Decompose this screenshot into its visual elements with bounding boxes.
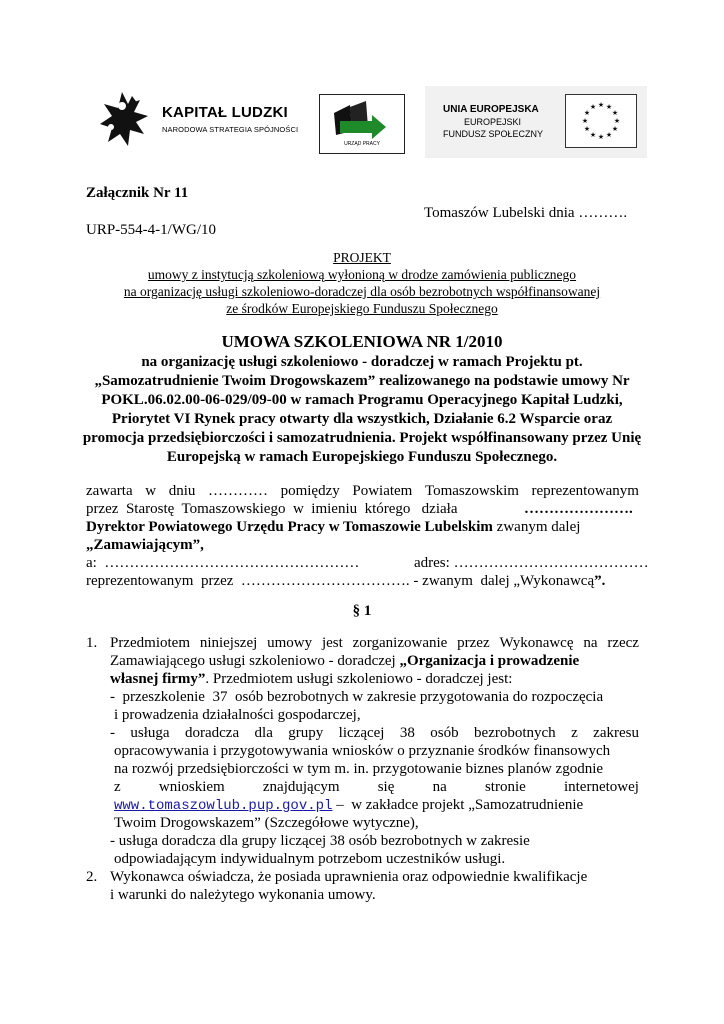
training-name: „Organizacja i prowadzenie — [399, 653, 580, 669]
contract-desc-line: POKL.06.02.00-06-029/09-00 w ramach Programu Operacyjnego Kapitał Ludzki, — [101, 392, 623, 408]
parties-text: przez Starostę Tomaszowskiego w imieniu którego działa — [86, 501, 458, 517]
word: dla — [254, 725, 273, 741]
place-and-date: Tomaszów Lubelski dnia ………. — [424, 205, 628, 221]
word: Wykonawcę — [499, 635, 574, 651]
director-name-blank: …………………. — [524, 501, 633, 517]
word: niniejszej — [199, 635, 258, 651]
parties-line-2 — [86, 500, 458, 518]
item-text: . Przedmiotem usługi szkoleniowo - doradczej jest: — [205, 671, 513, 687]
word: Powiatem — [352, 483, 413, 499]
svg-text:★: ★ — [611, 125, 619, 133]
project-line-3: ze środków Europejskiego Funduszu Społecznego — [226, 301, 498, 316]
contract-desc-line: na organizację usługi szkoleniowo - doradczej w ramach Projektu pt. — [141, 354, 583, 370]
section-number: § 1 — [352, 603, 372, 619]
urzad-pracy-arrow-icon — [320, 97, 404, 145]
kapital-ludzki-title: KAPITAŁ LUDZKI — [162, 104, 288, 121]
item-1-line-2 — [110, 652, 579, 670]
word: w — [145, 483, 157, 499]
svg-text:★: ★ — [611, 109, 619, 117]
contractor-name-blank: a: …………………………………………… — [86, 555, 360, 571]
word: zawarta — [86, 483, 133, 499]
word: na — [583, 635, 598, 651]
reference-number: URP-554-4-1/WG/10 — [86, 222, 216, 238]
contract-title: UMOWA SZKOLENIOWA NR 1/2010 — [221, 332, 503, 351]
kapital-ludzki-logo — [98, 90, 328, 160]
contract-desc-line: Priorytet VI Rynek pracy otwarty dla wszystkich, Działanie 6.2 Wsparcie oraz — [111, 411, 613, 427]
word: wnioskiem — [158, 779, 225, 795]
word: Tomaszowskim — [424, 483, 519, 499]
ue-line-1: UNIA EUROPEJSKA — [443, 104, 539, 115]
svg-text:★: ★ — [597, 101, 605, 109]
project-label: PROJEKT — [333, 250, 391, 265]
kapital-ludzki-subtitle: NARODOWA STRATEGIA SPÓJNOŚCI — [162, 125, 299, 134]
word: zakresu — [593, 725, 639, 741]
bullet-2-line-1 — [110, 724, 639, 742]
word: zorganizowanie — [352, 635, 448, 651]
word: doradcza — [184, 725, 240, 741]
word: dniu — [168, 483, 196, 499]
word: jest — [321, 635, 343, 651]
svg-text:★: ★ — [583, 125, 591, 133]
word: z — [571, 725, 578, 741]
ue-line-3: FUNDUSZ SPOŁECZNY — [443, 129, 544, 139]
item-2-line-1: Wykonawca oświadcza, że posiada uprawnienia oraz odpowiednie kwalifikacje — [110, 869, 588, 885]
parties-text: zwanym dalej — [492, 519, 581, 535]
bullet-2-line-3: na rozwój przedsiębiorczości w tym m. in. przygotowanie biznes planów zgodnie — [114, 761, 604, 777]
word: się — [377, 779, 395, 795]
ue-line-2: EUROPEJSKI — [464, 117, 522, 127]
word: 38 — [399, 725, 415, 741]
bullet-2-line-6: Twoim Drogowskazem” (Szczegółowe wytyczne), — [114, 815, 419, 831]
unia-europejska-logo — [425, 86, 647, 158]
item-2-number: 2. — [86, 869, 98, 885]
parties-line-3 — [86, 518, 580, 536]
word: - — [110, 725, 115, 741]
word: na — [432, 779, 447, 795]
parties-text: reprezentowanym przez ……………………………. - zwanym dalej „Wykonawcą — [86, 573, 595, 589]
bullet-3-line-2: odpowiadającym indywidualnym potrzebom uczestników usługi. — [114, 851, 506, 867]
logo-header — [0, 0, 724, 170]
bullet-2-line-5 — [114, 796, 583, 815]
svg-text:★: ★ — [589, 103, 597, 111]
svg-text:★: ★ — [581, 117, 589, 125]
word: umowy — [267, 635, 313, 651]
bullet-1-line-2: i prowadzenia działalności gospodarczej, — [114, 707, 361, 723]
word: internetowej — [563, 779, 639, 795]
svg-text:★: ★ — [583, 109, 591, 117]
word: z — [114, 779, 121, 795]
bullet-2-line-2: opracowywania i przygotowywania wniosków o przyznanie środków finansowych — [114, 743, 611, 759]
svg-text:★: ★ — [613, 117, 621, 125]
contract-desc-line: „Samozatrudnienie Twoim Drogowskazem” realizowanego na podstawie umowy Nr — [94, 373, 630, 389]
contract-desc-line: promocja przedsiębiorczości i samozatrudnienia. Projekt współfinansowany przez Unię — [82, 430, 642, 446]
contractor-address-blank: adres: ………………………………… — [414, 555, 649, 571]
project-line-1: umowy z instytucją szkoleniową wyłonioną w drodze zamówienia publicznego — [147, 267, 577, 282]
urzad-pracy-text: URZĄD PRACY — [344, 141, 380, 147]
word: znajdującym — [262, 779, 340, 795]
annex-number: Załącznik Nr 11 — [86, 185, 189, 201]
item-text: – w zakładce projekt „Samozatrudnienie — [332, 797, 584, 813]
svg-text:★: ★ — [589, 131, 597, 139]
word: liczącej — [338, 725, 385, 741]
word: przez — [457, 635, 490, 651]
bullet-3-line-1: - usługa doradcza dla grupy liczącej 38 osób bezrobotnych w zakresie — [110, 833, 530, 849]
word: rzecz — [607, 635, 639, 651]
project-line-2: na organizację usługi szkoleniowo-doradczej dla osób bezrobotnych współfinansowanej — [123, 284, 601, 299]
zamawiajacy-label: „Zamawiającym”, — [86, 537, 204, 553]
bullet-1-line-1: - przeszkolenie 37 osób bezrobotnych w zakresie przygotowania do rozpoczęcia — [110, 689, 604, 705]
contract-desc-line: Europejską w ramach Europejskiego Funduszu Społecznego. — [166, 449, 558, 465]
word: ………… — [207, 483, 268, 499]
word: osób — [430, 725, 459, 741]
word: Przedmiotem — [110, 635, 190, 651]
word: reprezentowanym — [531, 483, 639, 499]
item-1-line-3 — [110, 670, 512, 688]
pup-website-link[interactable]: www.tomaszowlub.pup.gov.pl — [114, 798, 333, 814]
item-2-line-2: i warunki do należytego wykonania umowy. — [110, 887, 376, 903]
svg-text:★: ★ — [597, 133, 605, 141]
parties-line-6 — [86, 572, 605, 590]
urzad-pracy-logo — [319, 94, 405, 154]
parties-line-1 — [86, 482, 639, 500]
parties-closing: ”. — [594, 573, 606, 589]
director-title: Dyrektor Powiatowego Urzędu Pracy w Tomaszowie Lubelskim — [86, 519, 493, 535]
training-name-end: własnej firmy” — [110, 671, 206, 687]
bullet-2-line-4 — [114, 778, 639, 796]
word: usługa — [130, 725, 170, 741]
item-text: Zamawiającego usługi szkoleniowo - doradczej — [110, 653, 400, 669]
word: stronie — [484, 779, 526, 795]
eu-flag-icon — [565, 94, 637, 148]
word: pomiędzy — [280, 483, 340, 499]
svg-text:★: ★ — [605, 103, 613, 111]
svg-text:★: ★ — [605, 131, 613, 139]
item-1-line-1 — [110, 634, 639, 652]
word: grupy — [288, 725, 324, 741]
item-1-number: 1. — [86, 635, 98, 651]
kapital-ludzki-emblem-icon — [98, 90, 156, 150]
word: bezrobotnych — [474, 725, 556, 741]
